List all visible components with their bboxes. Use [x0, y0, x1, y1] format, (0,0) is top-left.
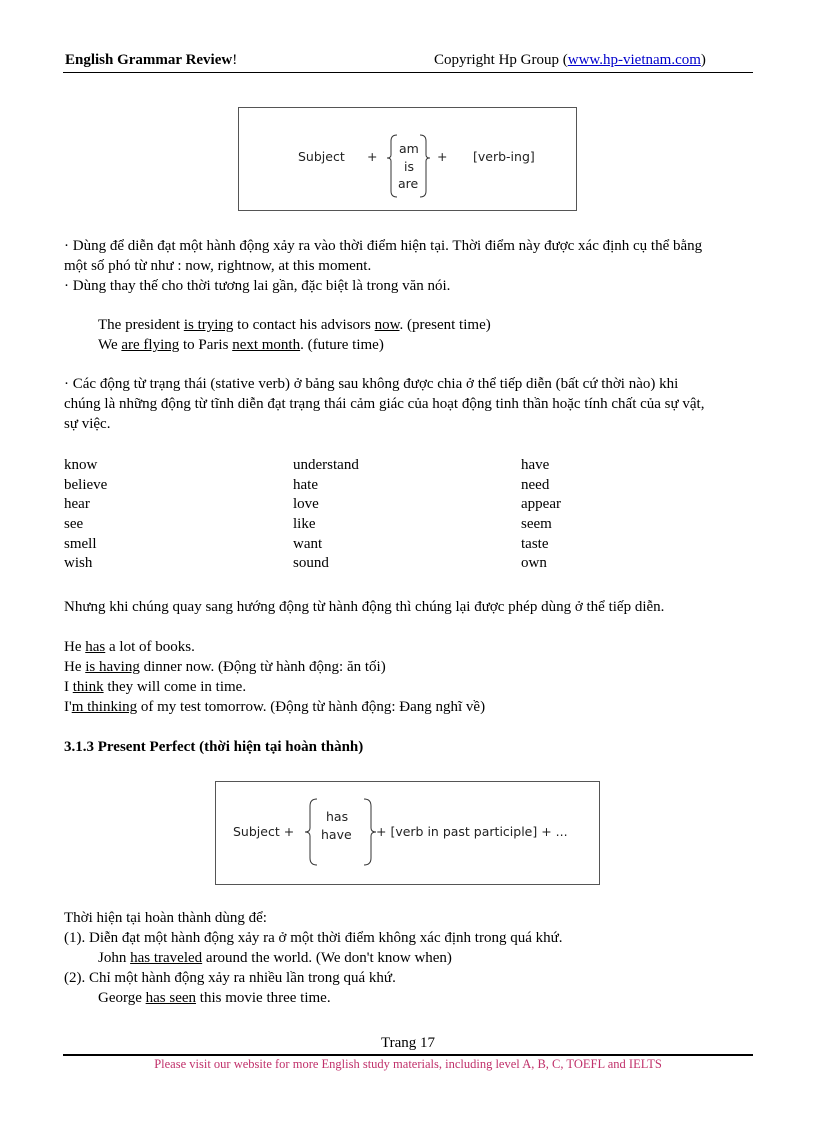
text-line: Thời hiện tại hoàn thành dùng để:	[64, 910, 267, 926]
text-line: sự việc.	[64, 416, 111, 432]
table-row: see like seem	[64, 516, 552, 533]
website-link[interactable]: www.hp-vietnam.com	[567, 52, 701, 68]
formula-plus: +	[367, 149, 378, 164]
header-title: English Grammar Review!	[65, 52, 238, 68]
text-line: · Các động từ trạng thái (stative verb) ở bảng sau không được chia ở thể tiếp diễn (bất cứ thời nào) khi	[64, 376, 679, 392]
stative-paragraph	[64, 374, 704, 434]
header-copyright: Copyright Hp Group (www.hp-vietnam.com)	[434, 52, 706, 68]
formula-form-are: are	[398, 176, 419, 191]
formula-plus: +	[437, 149, 448, 164]
text-line: chúng là những động từ tĩnh diễn đạt trạng thái cảm giác của hoạt động tinh thần hoặc tính chất của sự vật,	[64, 396, 705, 412]
examples-stative	[64, 637, 485, 717]
formula-form-have: have	[321, 827, 352, 842]
stative-verb-table	[64, 457, 664, 575]
example-line: We are flying to Paris next month. (future time)	[98, 337, 384, 353]
header-rule	[63, 72, 753, 73]
list-item: (1). Diễn đạt một hành động xảy ra ở một thời điểm không xác định trong quá khứ.	[64, 930, 563, 946]
formula-form-is: is	[404, 159, 414, 174]
table-row: hear love appear	[64, 496, 561, 513]
table-row: smell want taste	[64, 535, 549, 552]
usage-paragraph	[64, 236, 702, 296]
formula-past-participle: + [verb in past participle] + ...	[376, 824, 568, 839]
formula-subject: Subject +	[233, 824, 295, 839]
formula-verb-ing: [verb-ing]	[473, 149, 535, 164]
section-title: 3.1.3 Present Perfect (thời hiện tại hoàn thành)	[64, 739, 364, 755]
footer-note: Please visit our website for more English study materials, including level A, B, C, TOEFL and IELTS	[154, 1057, 662, 1071]
example-line: I think they will come in time.	[64, 679, 247, 695]
present-perfect-usage	[64, 908, 563, 1008]
formula-box-present-continuous	[238, 107, 577, 211]
text-line: · Dùng thay thế cho thời tương lai gần, đặc biệt là trong văn nói.	[64, 278, 451, 294]
formula-form-has: has	[326, 809, 349, 824]
text-line: một số phó từ như : now, rightnow, at this moment.	[64, 258, 372, 274]
action-verb-paragraph: Nhưng khi chúng quay sang hướng động từ hành động thì chúng lại được phép dùng ở thể tiếp diễn.	[64, 599, 665, 615]
example-line: I'm thinking of my test tomorrow. (Động từ hành động: Đang nghĩ về)	[64, 699, 486, 715]
examples-continuous	[98, 315, 491, 355]
table-row: believe hate need	[64, 476, 550, 493]
example-line: He is having dinner now. (Động từ hành động: ăn tối)	[64, 659, 386, 675]
text-line: · Dùng để diễn đạt một hành động xảy ra vào thời điểm hiện tại. Thời điểm này được xác định cụ thể bằng	[64, 238, 703, 254]
footer-rule	[63, 1054, 753, 1056]
example-line: The president is trying to contact his advisors now. (present time)	[98, 317, 491, 333]
example-line: John has traveled around the world. (We don't know when)	[98, 950, 452, 966]
formula-subject: Subject	[298, 149, 345, 164]
formula-form-am: am	[399, 141, 419, 156]
table-row: wish sound own	[64, 555, 547, 572]
table-row: know understand have	[64, 457, 550, 473]
page-number: Trang 17	[380, 1035, 436, 1051]
formula-box-present-perfect	[215, 781, 600, 885]
list-item: (2). Chỉ một hành động xảy ra nhiều lần trong quá khứ.	[64, 970, 396, 986]
example-line: He has a lot of books.	[64, 639, 195, 655]
example-line: George has seen this movie three time.	[98, 990, 331, 1006]
